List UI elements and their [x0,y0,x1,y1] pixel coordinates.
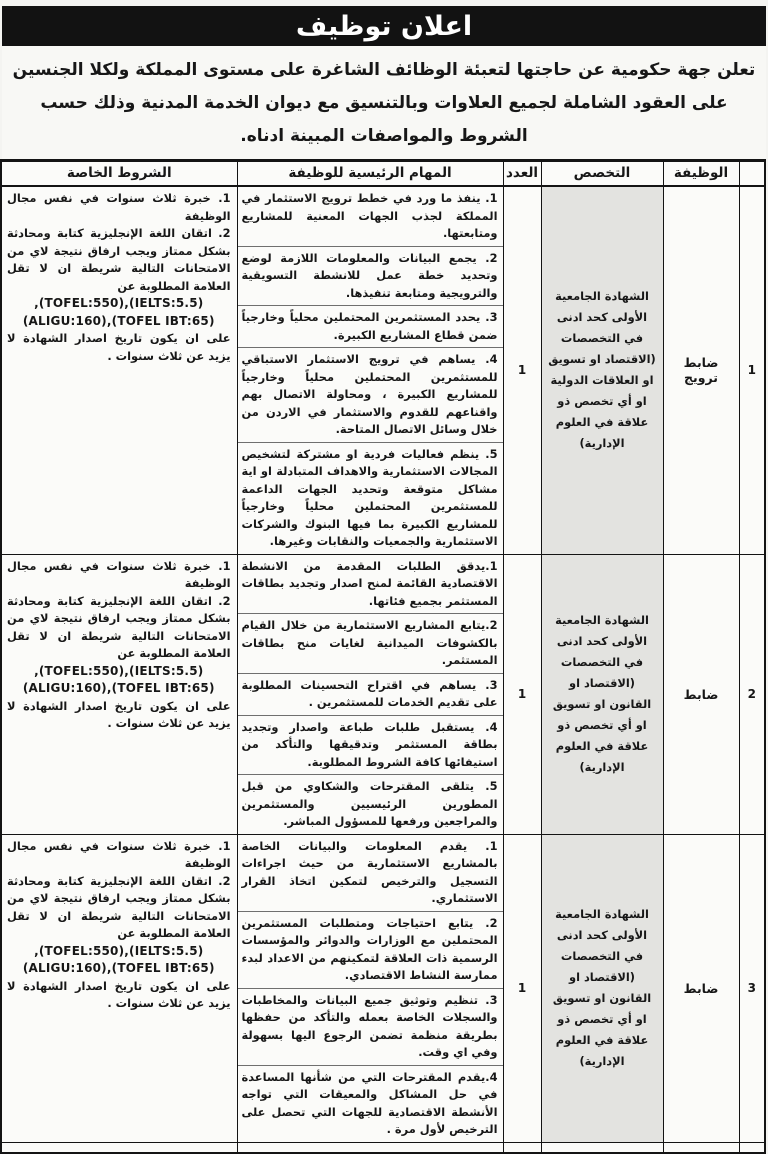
row-number: 3 [739,834,765,1142]
header-count: العدد [503,161,541,187]
task-item: 4. يستقبل طلبات طباعة واصدار وتجديد بطاقة المستثمر وتدقيقها والتأكد من استيفائها كافة الشروط المطلوبة. [238,716,503,776]
count-cell: 1 [503,554,541,834]
header-row [1,161,765,187]
task-item: 3. يحدد المستثمرين المحتملين محلياً وخارجياً ضمن قطاع المشاريع الكبيرة. [238,306,503,348]
tasks-list [238,187,503,554]
task-item: 2.يتابع المشاريع الاستثمارية من خلال القيام بالكشوفات الميدانية لغايات منح بطاقات المستثمر. [238,614,503,674]
conditions-cell [1,554,237,834]
row-number: 1 [739,186,765,554]
conditions-cell [1,834,237,1142]
job-ad-page [2,0,766,1154]
condition-line: 2. اتقان اللغة الإنجليزية كتابة ومحادثة بشكل ممتاز ويجب ارفاق نتيجة لاي من الامتحانات التالية شريطة ان لا تقل العلامة المطلوبة عن [7,873,231,940]
task-item: 2. يجمع البيانات والمعلومات اللازمة لوضع وتحديد خطة عمل للانشطة التسويقية والترويجية ومتابعة تنفيذها. [238,247,503,307]
condition-line: (IELTS:5.5),(TOFEL:550), [34,943,204,958]
task-item: 4. يساهم في ترويج الاستثمار الاستباقي للمستثمرين المحتملين محلياً وخارجياً للمشاريع الكبيرة ، ومحاولة الاتصال بهم واقناعهم للقدوم والاستثمار في الاردن من خلال وسائل الاتصال المتاحة. [238,348,503,443]
task-item: 1. يقدم المعلومات والبيانات الخاصة بالمشاريع الاستثمارية من حيث اجراءات التسجيل والترخيص لتمكين اتخاذ القرار الاستثماري. [238,835,503,912]
task-item: 5. ينظم فعاليات فردية او مشتركة لتشخيص المجالات الاستثمارية والاهداف المتبادلة او اية مشاكل متوقعة وتحديد الجهات الداعمة للمستثمرين المحتملين محلياً وخارجياً للمشاريع الكبيرة بما فيها البنوك والشركات الاستثمارية والجمعيات والنقابات وغيرها. [241,446,498,548]
tasks-list [238,555,503,834]
task-item: 1.يدقق الطلبات المقدمة من الانشطة الاقتصادية القائمة لمنح اصدار وتجديد بطاقات المستثمر بجميع فئاتها. [238,555,503,615]
condition-line: 1. خبرة ثلاث سنوات في نفس مجال الوظيفة [7,558,231,590]
jobs-table [0,159,766,1154]
condition-line: على ان يكون تاريخ اصدار الشهادة لا يزيد عن ثلاث سنوات . [7,698,231,730]
intro-paragraph: تعلن جهة حكومية عن حاجتها لتعبئة الوظائف الشاغرة على مستوى المملكة ولكلا الجنسين على العقود الشاملة لجميع العلاوات وبالتنسيق مع ديوان الخدمة المدنية وذلك حسب الشروط والمواصفات المبينة ادناه. [2,46,766,159]
position-cell: ضابط [663,834,739,1142]
conditions-list [7,190,231,365]
task-item: 3. تنظيم وتوثيق جميع البيانات والمخاطبات والسجلات الخاصة بعمله والتأكد من حفظها بطريقة منظمة تضمن الرجوع اليها بسهولة وفي اي وقت. [238,989,503,1066]
conditions-list [7,558,231,733]
job-row [1,834,765,1142]
condition-line: (TOFEL IBT:65),(ALIGU:160) [22,681,215,695]
task-item: 1. ينفذ ما ورد في خطط ترويج الاستثمار في المملكة لجذب الجهات المعنية للمشاريع ومتابعتها. [238,187,503,247]
job-row [1,554,765,834]
row-number: 2 [739,554,765,834]
header-tasks: المهام الرئيسية للوظيفة [237,161,503,187]
count-cell: 1 [503,834,541,1142]
job-row [1,186,765,554]
condition-line: على ان يكون تاريخ اصدار الشهادة لا يزيد عن ثلاث سنوات . [7,978,231,1010]
conditions-cell [1,186,237,554]
count-cell: 1 [503,186,541,554]
header-row-number [739,161,765,187]
task-item: 3. يساهم في اقتراح التحسينات المطلوبة على تقديم الخدمات للمستثمرين . [238,674,503,716]
table-body [1,186,765,1142]
condition-line: 1. خبرة ثلاث سنوات في نفس مجال الوظيفة [7,838,231,870]
condition-line: 2. اتقان اللغة الإنجليزية كتابة ومحادثة بشكل ممتاز ويجب ارفاق نتيجة لاي من الامتحانات التالية شريطة ان لا تقل العلامة المطلوبة عن [7,593,231,660]
tasks-list [238,835,503,1142]
condition-line: (TOFEL IBT:65),(ALIGU:160) [22,961,215,975]
condition-line: (IELTS:5.5),(TOFEL:550), [34,663,204,678]
ad-title: اعلان توظيف [295,10,473,42]
tasks-cell [237,554,503,834]
specialization-cell: الشهادة الجامعية الأولى كحد ادنى في التخصصات (الاقتصاد او القانون او تسويق او أي تخصص ذو علاقة في العلوم الإدارية) [541,834,663,1142]
header-specialization: التخصص [541,161,663,187]
task-item: 5. يتلقى المقترحات والشكاوي من قبل المطورين الرئيسيين والمستثمرين والمراجعين ورفعها للمسؤول المباشر. [241,779,498,828]
condition-line: 2. اتقان اللغة الإنجليزية كتابة ومحادثة بشكل ممتاز ويجب ارفاق نتيجة لاي من الامتحانات التالية شريطة ان لا تقل العلامة المطلوبة عن [7,226,231,293]
header-conditions: الشروط الخاصة [1,161,237,187]
position-cell: ضابط ترويج [663,186,739,554]
position-cell: ضابط [663,554,739,834]
specialization-cell: الشهادة الجامعية الأولى كحد ادنى في التخصصات (الاقتصاد او القانون او تسويق او أي تخصص ذو علاقة في العلوم الإدارية) [541,554,663,834]
condition-line: (IELTS:5.5),(TOFEL:550), [34,296,204,310]
conditions-list [7,838,231,1013]
header-position: الوظيفة [663,161,739,187]
tasks-cell [237,834,503,1142]
condition-line: 1. خبرة ثلاث سنوات في نفس مجال الوظيفة [7,191,231,223]
partial-next-row [1,1142,765,1153]
condition-line: على ان يكون تاريخ اصدار الشهادة لا يزيد عن ثلاث سنوات . [7,331,231,363]
title-bar [2,6,766,46]
condition-line: (TOFEL IBT:65),(ALIGU:160) [22,313,215,328]
task-item: 4.يقدم المقترحات التي من شأنها المساعدة في حل المشاكل والمعيقات التي تواجه الأنشطة الاقتصادية للجهات التي تحصل على الترخيص لأول مرة . [241,1069,498,1136]
specialization-cell: الشهادة الجامعية الأولى كحد ادنى في التخصصات (الاقتصاد او تسويق او العلاقات الدولية او أي تخصص ذو علاقة في العلوم الإدارية) [541,186,663,554]
task-item: 2. يتابع احتياجات ومتطلبات المستثمرين المحتملين مع الوزارات والدوائر والمؤسسات الرسمية ذات العلاقة لتمكينهم من الاعداد لبدء ممارسة النشاط الاقتصادي. [238,912,503,989]
tasks-cell [237,186,503,554]
